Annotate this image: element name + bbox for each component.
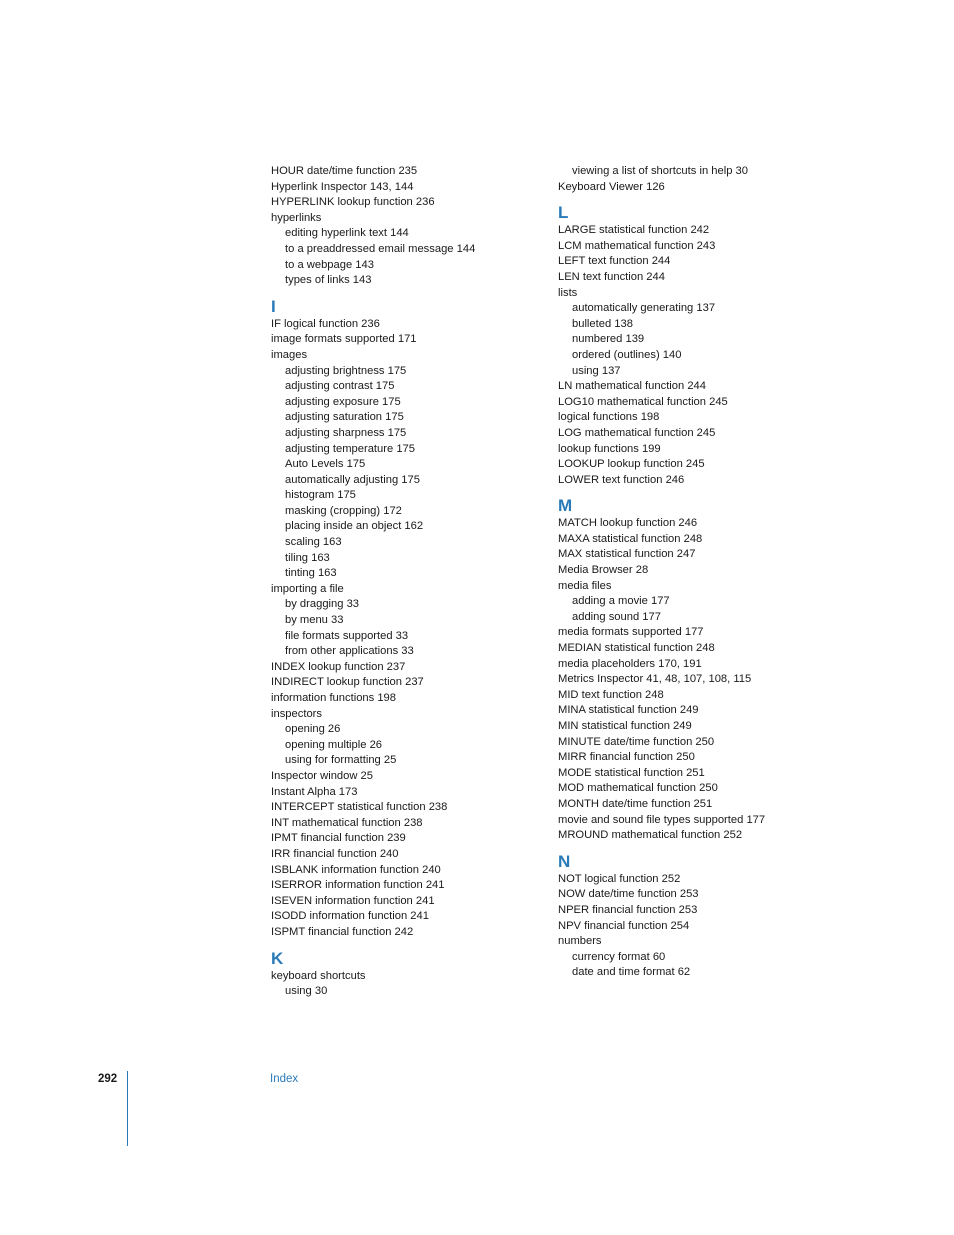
index-letter-heading: K: [271, 948, 284, 968]
index-subentry: opening multiple 26: [285, 738, 383, 751]
index-entry: LOG mathematical function 245: [558, 426, 716, 439]
index-entry: MEDIAN statistical function 248: [558, 642, 715, 655]
index-entry: Inspector window 25: [271, 769, 373, 782]
index-entry: lists: [558, 286, 578, 299]
index-entry: INT mathematical function 238: [271, 816, 423, 829]
index-subentry: using for formatting 25: [285, 754, 397, 767]
index-subentry: using 30: [285, 985, 328, 998]
index-entry: media files: [558, 579, 612, 592]
page-number: 292: [98, 1073, 118, 1085]
index-entry: NOT logical function 252: [558, 872, 681, 885]
index-entry: image formats supported 171: [271, 333, 417, 346]
index-subentry: automatically adjusting 175: [285, 473, 420, 486]
index-letter-heading: N: [558, 851, 571, 871]
index-entry: MID text function 248: [558, 688, 664, 701]
index-entry: MROUND mathematical function 252: [558, 829, 743, 842]
index-subentry: using 137: [572, 364, 621, 377]
index-column-right: [558, 164, 838, 981]
index-subentry: numbered 139: [572, 333, 645, 346]
index-entry: keyboard shortcuts: [271, 969, 366, 982]
index-subentry: date and time format 62: [572, 966, 691, 979]
index-entry: MAX statistical function 247: [558, 548, 696, 561]
index-entry: NPER financial function 253: [558, 903, 698, 916]
index-entry: lookup functions 199: [558, 442, 661, 455]
index-entry: hyperlinks: [271, 211, 322, 224]
index-entry: movie and sound file types supported 177: [558, 813, 766, 826]
index-column-left: [271, 164, 541, 1000]
index-entry: ISODD information function 241: [271, 910, 429, 923]
index-subentry: histogram 175: [285, 489, 356, 502]
index-entry: LARGE statistical function 242: [558, 224, 710, 237]
index-subentry: adjusting saturation 175: [285, 411, 404, 424]
index-entry: importing a file: [271, 582, 344, 595]
index-entry: IF logical function 236: [271, 317, 380, 330]
index-subentry: masking (cropping) 172: [285, 504, 402, 517]
index-entry: HYPERLINK lookup function 236: [271, 196, 435, 209]
index-entry: information functions 198: [271, 692, 397, 704]
index-entry: IPMT financial function 239: [271, 832, 406, 845]
footer-divider: [127, 1071, 128, 1146]
index-entry: ISPMT financial function 242: [271, 925, 414, 938]
footer-section-title: Index: [270, 1073, 299, 1085]
index-entry: media formats supported 177: [558, 626, 704, 639]
index-subentry: adjusting contrast 175: [285, 380, 395, 393]
index-entry: ISBLANK information function 240: [271, 863, 441, 876]
index-entry: LOWER text function 246: [558, 473, 685, 486]
index-subentry: tiling 163: [285, 551, 330, 564]
index-entry: LEN text function 244: [558, 270, 665, 283]
index-entry: INDIRECT lookup function 237: [271, 676, 424, 689]
index-entry: Hyperlink Inspector 143, 144: [271, 180, 414, 193]
index-entry: logical functions 198: [558, 411, 660, 424]
index-subentry: automatically generating 137: [572, 302, 716, 315]
index-entry: LOG10 mathematical function 245: [558, 395, 728, 408]
index-entry: MINA statistical function 249: [558, 704, 699, 717]
index-subentry: by dragging 33: [285, 598, 360, 611]
index-subentry: editing hyperlink text 144: [285, 227, 409, 240]
index-entry: MIN statistical function 249: [558, 720, 692, 732]
index-entry: Instant Alpha 173: [271, 785, 358, 798]
index-subentry: Auto Levels 175: [285, 458, 366, 471]
index-entry: ISERROR information function 241: [271, 879, 445, 892]
index-subentry: scaling 163: [285, 536, 342, 549]
index-entry: LEFT text function 244: [558, 255, 671, 268]
index-entry: numbers: [558, 935, 602, 948]
index-entry: NPV financial function 254: [558, 919, 690, 932]
index-subentry: to a preaddressed email message 144: [285, 242, 476, 255]
index-subentry: adjusting sharpness 175: [285, 426, 407, 439]
index-entry: MAXA statistical function 248: [558, 532, 703, 545]
index-subentry: adjusting brightness 175: [285, 364, 407, 377]
index-entry: media placeholders 170, 191: [558, 657, 702, 670]
index-entry: inspectors: [271, 707, 322, 720]
index-entry: MINUTE date/time function 250: [558, 735, 715, 748]
index-subentry: to a webpage 143: [285, 258, 374, 271]
index-subentry: viewing a list of shortcuts in help 30: [572, 165, 748, 177]
index-entry: HOUR date/time function 235: [271, 165, 418, 177]
index-entry: LN mathematical function 244: [558, 380, 707, 393]
index-entry: MATCH lookup function 246: [558, 517, 698, 530]
index-entry: INDEX lookup function 237: [271, 660, 406, 673]
index-subentry: bulleted 138: [572, 317, 633, 330]
index-subentry: adjusting exposure 175: [285, 395, 401, 408]
index-subentry: placing inside an object 162: [285, 520, 424, 533]
index-entry: Metrics Inspector 41, 48, 107, 108, 115: [558, 673, 752, 686]
index-letter-heading: I: [271, 296, 276, 316]
index-subentry: types of links 143: [285, 274, 372, 287]
index-subentry: adding sound 177: [572, 610, 661, 623]
index-entry: IRR financial function 240: [271, 847, 399, 860]
index-subentry: by menu 33: [285, 614, 344, 627]
index-subentry: file formats supported 33: [285, 629, 409, 642]
index-subentry: adjusting temperature 175: [285, 442, 415, 455]
index-subentry: from other applications 33: [285, 645, 414, 658]
index-letter-heading: M: [558, 496, 573, 516]
index-entry: NOW date/time function 253: [558, 888, 699, 901]
index-entry: images: [271, 348, 308, 361]
index-entry: MIRR financial function 250: [558, 751, 695, 764]
index-entry: LCM mathematical function 243: [558, 239, 716, 252]
index-entry: ISEVEN information function 241: [271, 894, 435, 907]
index-entry: INTERCEPT statistical function 238: [271, 801, 448, 814]
index-subentry: adding a movie 177: [572, 595, 670, 608]
index-subentry: opening 26: [285, 723, 341, 736]
index-letter-heading: L: [558, 203, 569, 223]
index-subentry: ordered (outlines) 140: [572, 348, 682, 361]
index-entry: MONTH date/time function 251: [558, 797, 713, 810]
index-entry: MODE statistical function 251: [558, 766, 705, 779]
index-entry: Media Browser 28: [558, 564, 649, 577]
index-entry: Keyboard Viewer 126: [558, 180, 665, 193]
index-subentry: tinting 163: [285, 567, 337, 580]
index-entry: LOOKUP lookup function 245: [558, 458, 705, 471]
index-subentry: currency format 60: [572, 950, 666, 963]
index-entry: MOD mathematical function 250: [558, 782, 718, 795]
